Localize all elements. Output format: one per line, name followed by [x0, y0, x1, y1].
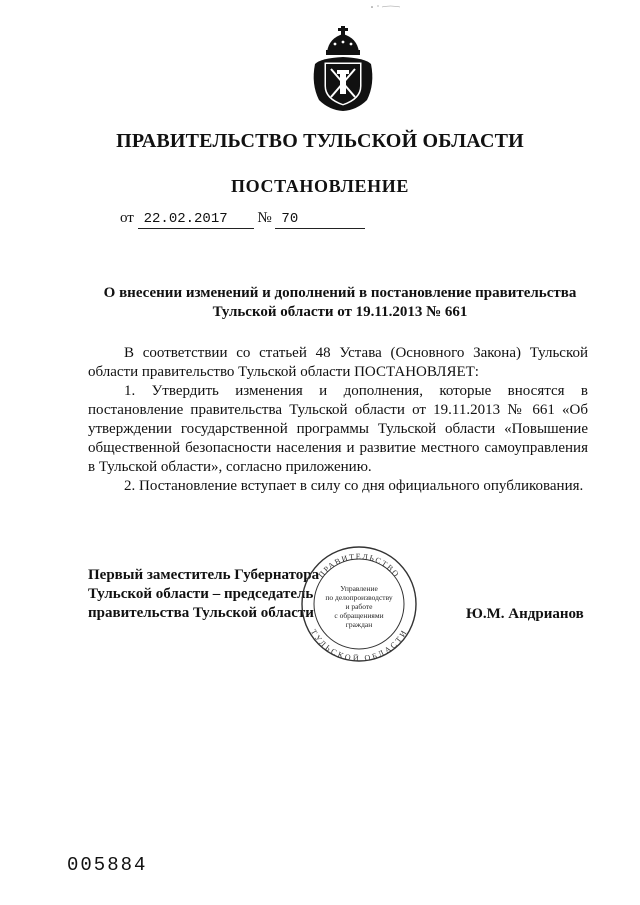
government-title: ПРАВИТЕЛЬСТВО ТУЛЬСКОЙ ОБЛАСТИ [116, 130, 524, 152]
stamp-line-1: Управление [340, 584, 378, 593]
stamp-line-3: и работе [345, 602, 373, 611]
date-prefix: от [120, 210, 134, 226]
stamp-line-4: с обращениями [334, 611, 384, 620]
signatory-name: Ю.М. Андрианов [466, 606, 584, 622]
stamp-line-2: по делопроизводству [325, 593, 393, 602]
subject-line-2: Тульской области от 19.11.2013 № 661 [212, 304, 468, 320]
document-date: 22.02.2017 [138, 211, 254, 229]
document-body [88, 344, 588, 496]
number-prefix: № [257, 210, 272, 226]
signatory-line-1: Первый заместитель Губернатора [88, 567, 320, 583]
body-paragraph-3: 2. Постановление вступает в силу со дня официального опубликования. [124, 478, 584, 494]
scan-specks [370, 4, 404, 10]
tula-coat-of-arms-icon [309, 24, 377, 112]
signatory-line-3: правительства Тульской области [88, 605, 314, 621]
svg-text:ТУЛЬСКОЙ ОБЛАСТИ [309, 628, 409, 663]
signatory-line-2: Тульской области – председатель [88, 586, 314, 602]
stamp-ring-top: ПРАВИТЕЛЬСТВО [316, 551, 402, 580]
date-number-line [120, 210, 365, 229]
document-subject [90, 284, 590, 322]
document-number: 70 [275, 211, 365, 229]
serial-number: 005884 [67, 854, 148, 876]
signatory-position [88, 566, 319, 623]
subject-line-1: О внесении изменений и дополнений в постановление правительства [103, 285, 577, 301]
stamp-inner-text [312, 584, 406, 629]
stamp-line-5: граждан [345, 620, 373, 629]
document-type-title: ПОСТАНОВЛЕНИЕ [231, 176, 409, 196]
stamp-ring-bottom: ТУЛЬСКОЙ ОБЛАСТИ [308, 627, 410, 663]
body-paragraph-1: В соответствии со статьей 48 Устава (Основного Закона) Тульской области правительство Тульской области ПОСТАНОВЛЯЕТ: [88, 345, 588, 380]
body-paragraph-2: 1. Утвердить изменения и дополнения, которые вносятся в постановление правительства Тульской области от 19.11.2013 № 661 «Об утверждении государственной программы Тульской области «Повышение общественной безопасности населения и развитие местного самоуправления в Тульской области», согласно приложению. [88, 383, 588, 475]
